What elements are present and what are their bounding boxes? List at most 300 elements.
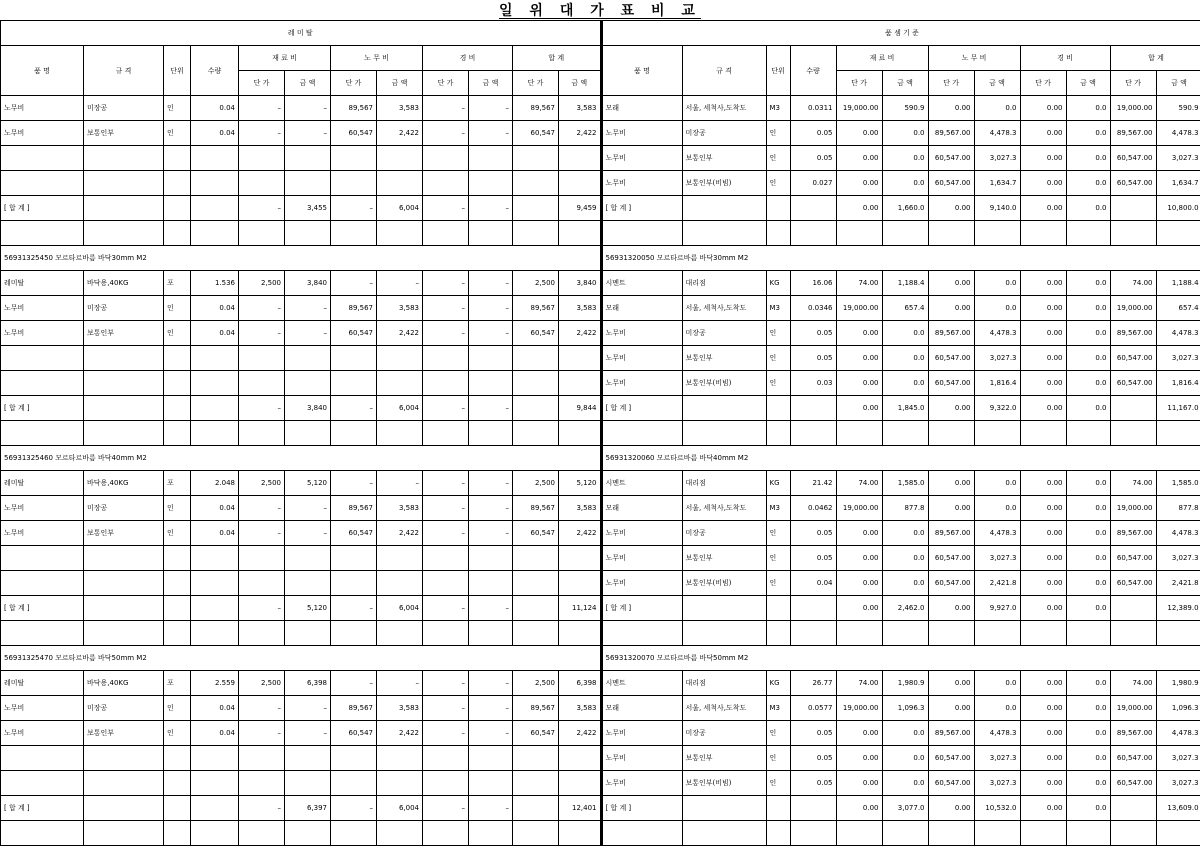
table-cell: 590.9 xyxy=(882,96,928,121)
table-cell: 19,000.00 xyxy=(1110,296,1156,321)
header-unit: 단위 xyxy=(164,46,191,96)
table-cell xyxy=(790,196,836,221)
table-cell xyxy=(928,821,974,846)
header-material: 재 료 비 xyxy=(836,46,928,71)
table-cell xyxy=(285,371,331,396)
table-cell xyxy=(164,796,191,821)
header-amount: 금 액 xyxy=(1066,71,1110,96)
table-cell: 60,547.00 xyxy=(1110,171,1156,196)
table-cell xyxy=(1,346,84,371)
table-cell: 0.0577 xyxy=(790,696,836,721)
table-cell xyxy=(928,421,974,446)
table-cell: 0.00 xyxy=(928,796,974,821)
table-cell xyxy=(790,596,836,621)
table-cell xyxy=(1,621,84,646)
table-cell: 0.00 xyxy=(836,746,882,771)
table-caption-row xyxy=(1,21,601,46)
table-cell xyxy=(513,346,559,371)
table-cell: – xyxy=(469,196,513,221)
table-cell xyxy=(191,746,239,771)
table-cell: 보통인부 xyxy=(682,546,766,571)
table-cell: – xyxy=(239,296,285,321)
table-cell: 미장공 xyxy=(682,121,766,146)
table-cell: 1,585.0 xyxy=(882,471,928,496)
table-cell: – xyxy=(423,296,469,321)
table-cell: 0.0 xyxy=(974,96,1020,121)
table-cell: 0.0 xyxy=(1066,96,1110,121)
table-cell: 5,120 xyxy=(285,471,331,496)
table-cell xyxy=(377,146,423,171)
table-cell: 26.77 xyxy=(790,671,836,696)
table-cell: 0.00 xyxy=(1020,396,1066,421)
table-row xyxy=(602,471,1200,496)
table-cell: 노무비 xyxy=(602,121,682,146)
table-cell: 89,567 xyxy=(513,496,559,521)
table-cell: 1,188.4 xyxy=(1156,271,1200,296)
table-row xyxy=(602,571,1200,596)
table-cell: – xyxy=(423,96,469,121)
table-cell: 0.0 xyxy=(1066,596,1110,621)
header-material: 재 료 비 xyxy=(239,46,331,71)
table-cell: 0.05 xyxy=(790,746,836,771)
table-cell: 0.00 xyxy=(836,521,882,546)
table-cell: 0.00 xyxy=(1020,321,1066,346)
table-cell xyxy=(84,171,164,196)
table-cell: – xyxy=(331,196,377,221)
table-cell xyxy=(559,571,601,596)
table-cell: 서울, 세척사,도착도 xyxy=(682,96,766,121)
header-amount: 금 액 xyxy=(974,71,1020,96)
table-cell xyxy=(285,571,331,596)
table-cell xyxy=(1020,221,1066,246)
table-cell: 4,478.3 xyxy=(974,521,1020,546)
table-cell: – xyxy=(331,396,377,421)
table-cell xyxy=(164,346,191,371)
table-cell: 74.00 xyxy=(1110,471,1156,496)
header-expense: 경 비 xyxy=(423,46,513,71)
table-cell xyxy=(513,596,559,621)
table-cell xyxy=(766,621,790,646)
table-cell: 노무비 xyxy=(602,321,682,346)
table-cell: 4,478.3 xyxy=(974,121,1020,146)
table-cell xyxy=(191,421,239,446)
table-cell xyxy=(164,146,191,171)
header-unit-price: 단 가 xyxy=(1020,71,1066,96)
table-cell: 16.06 xyxy=(790,271,836,296)
header-name: 품 명 xyxy=(602,46,682,96)
table-cell xyxy=(559,621,601,646)
table-row xyxy=(1,546,601,571)
table-cell: 4,478.3 xyxy=(1156,121,1200,146)
table-cell: 60,547 xyxy=(513,121,559,146)
table-cell: – xyxy=(239,596,285,621)
table-cell: 서울, 세척사,도착도 xyxy=(682,496,766,521)
table-row xyxy=(602,821,1200,846)
table-cell xyxy=(1,771,84,796)
table-cell: 60,547.00 xyxy=(1110,346,1156,371)
table-cell: 0.0 xyxy=(1066,471,1110,496)
table-cell xyxy=(682,421,766,446)
table-cell xyxy=(331,346,377,371)
section-title: 56931320060 모르타르바름 바닥40mm M2 xyxy=(602,446,1200,471)
table-cell: 레미탈 xyxy=(1,271,84,296)
table-cell: 0.00 xyxy=(836,346,882,371)
table-cell: 89,567 xyxy=(331,696,377,721)
table-cell: 60,547 xyxy=(331,721,377,746)
table-cell: 0.0 xyxy=(974,296,1020,321)
table-cell xyxy=(513,221,559,246)
table-cell: 0.00 xyxy=(1020,746,1066,771)
table-cell: 2,421.8 xyxy=(1156,571,1200,596)
header-total: 합 계 xyxy=(513,46,601,71)
table-cell: 모래 xyxy=(602,96,682,121)
table-cell: KG xyxy=(766,671,790,696)
table-cell: 노무비 xyxy=(1,296,84,321)
table-cell: 0.00 xyxy=(928,471,974,496)
table-cell: 9,322.0 xyxy=(974,396,1020,421)
table-cell: 인 xyxy=(766,571,790,596)
table-cell: 0.00 xyxy=(836,371,882,396)
table-cell: 0.0 xyxy=(1066,396,1110,421)
table-cell: – xyxy=(423,521,469,546)
table-cell: 3,583 xyxy=(559,296,601,321)
table-cell: 3,583 xyxy=(559,96,601,121)
table-cell: 0.00 xyxy=(836,721,882,746)
table-cell: – xyxy=(239,796,285,821)
table-cell xyxy=(469,621,513,646)
table-cell: 노무비 xyxy=(602,171,682,196)
table-cell: – xyxy=(239,721,285,746)
table-cell: 89,567 xyxy=(513,296,559,321)
table-cell xyxy=(239,621,285,646)
table-cell: – xyxy=(285,521,331,546)
table-cell: 인 xyxy=(766,346,790,371)
table-cell: 60,547.00 xyxy=(1110,571,1156,596)
section-title: 56931325450 모르타르바름 바닥30mm M2 xyxy=(1,246,601,271)
table-cell: 모래 xyxy=(602,496,682,521)
table-cell: 3,583 xyxy=(559,496,601,521)
table-cell xyxy=(974,421,1020,446)
table-cell: – xyxy=(423,696,469,721)
table-cell xyxy=(423,571,469,596)
table-cell: [ 합 계 ] xyxy=(1,596,84,621)
table-cell: – xyxy=(239,521,285,546)
table-row xyxy=(602,796,1200,821)
table-row xyxy=(1,821,601,846)
table-cell xyxy=(469,221,513,246)
table-cell xyxy=(239,746,285,771)
table-cell: 0.00 xyxy=(928,296,974,321)
table-cell: 60,547 xyxy=(331,121,377,146)
table-cell: 3,027.3 xyxy=(1156,546,1200,571)
table-cell: 0.0 xyxy=(1066,696,1110,721)
table-cell xyxy=(191,571,239,596)
table-cell: 2,422 xyxy=(377,721,423,746)
table-cell xyxy=(377,371,423,396)
table-cell: 2,422 xyxy=(559,521,601,546)
table-cell: 보통인부(비빔) xyxy=(682,771,766,796)
table-row xyxy=(1,396,601,421)
title-text: 일 위 대 가 표 비 교 xyxy=(499,3,701,19)
table-cell: 바닥용,40KG xyxy=(84,671,164,696)
table-cell: – xyxy=(469,121,513,146)
table-cell xyxy=(682,596,766,621)
table-cell: 인 xyxy=(766,321,790,346)
table-cell: 인 xyxy=(766,771,790,796)
table-cell: 미장공 xyxy=(682,521,766,546)
table-cell xyxy=(331,221,377,246)
table-cell: 인 xyxy=(766,171,790,196)
header-unit: 단위 xyxy=(766,46,790,96)
table-cell: 13,609.0 xyxy=(1156,796,1200,821)
table-cell xyxy=(377,171,423,196)
table-row xyxy=(602,521,1200,546)
table-cell: 인 xyxy=(164,496,191,521)
table-cell xyxy=(469,546,513,571)
table-cell: 서울, 세척사,도착도 xyxy=(682,696,766,721)
table-cell: 60,547.00 xyxy=(928,546,974,571)
table-cell: – xyxy=(469,496,513,521)
table-cell xyxy=(1066,621,1110,646)
table-cell xyxy=(423,221,469,246)
table-cell: 4,478.3 xyxy=(1156,721,1200,746)
table-cell: 노무비 xyxy=(1,96,84,121)
table-cell xyxy=(682,621,766,646)
table-cell: 11,124 xyxy=(559,596,601,621)
table-cell: 0.0 xyxy=(1066,721,1110,746)
table-cell xyxy=(191,396,239,421)
table-cell xyxy=(331,371,377,396)
table-cell xyxy=(559,221,601,246)
table-cell: 0.00 xyxy=(836,771,882,796)
table-cell: 0.04 xyxy=(790,571,836,596)
table-cell: 19,000.00 xyxy=(1110,96,1156,121)
table-cell xyxy=(285,421,331,446)
table-row xyxy=(1,571,601,596)
table-cell: 0.0311 xyxy=(790,96,836,121)
table-cell xyxy=(164,621,191,646)
table-cell: 모래 xyxy=(602,696,682,721)
section-row xyxy=(1,646,601,671)
table-cell: 2,422 xyxy=(559,121,601,146)
table-cell: 3,027.3 xyxy=(1156,746,1200,771)
table-cell: 10,800.0 xyxy=(1156,196,1200,221)
table-cell: 노무비 xyxy=(1,121,84,146)
table-cell xyxy=(1110,221,1156,246)
table-cell xyxy=(239,171,285,196)
table-cell xyxy=(423,546,469,571)
table-cell xyxy=(513,171,559,196)
table-row xyxy=(1,671,601,696)
table-row xyxy=(602,146,1200,171)
table-cell xyxy=(191,371,239,396)
table-cell: 0.00 xyxy=(836,146,882,171)
table-cell: 1,634.7 xyxy=(1156,171,1200,196)
table-cell: 2,500 xyxy=(513,271,559,296)
table-cell xyxy=(285,546,331,571)
table-cell xyxy=(164,196,191,221)
table-cell: 89,567 xyxy=(513,96,559,121)
table-cell: 인 xyxy=(164,696,191,721)
table-cell: 4,478.3 xyxy=(974,321,1020,346)
table-cell: 590.9 xyxy=(1156,96,1200,121)
section-row xyxy=(602,246,1200,271)
table-cell: 0.04 xyxy=(191,696,239,721)
table-cell xyxy=(974,621,1020,646)
table-cell xyxy=(559,821,601,846)
table-cell xyxy=(84,221,164,246)
table-cell: – xyxy=(469,396,513,421)
table-cell: 0.0 xyxy=(974,696,1020,721)
table-cell: 0.05 xyxy=(790,346,836,371)
table-cell xyxy=(836,221,882,246)
table-row xyxy=(1,696,601,721)
table-cell xyxy=(1,171,84,196)
table-cell xyxy=(559,421,601,446)
table-cell: 노무비 xyxy=(602,346,682,371)
table-cell: 0.0 xyxy=(882,121,928,146)
table-cell xyxy=(513,771,559,796)
table-cell: 1,845.0 xyxy=(882,396,928,421)
table-cell: 19,000.00 xyxy=(836,696,882,721)
table-cell: M3 xyxy=(766,696,790,721)
table-cell: 시멘트 xyxy=(602,471,682,496)
table-cell: 1,188.4 xyxy=(882,271,928,296)
table-cell: 3,583 xyxy=(377,296,423,321)
table-cell: – xyxy=(469,596,513,621)
table-cell: 노무비 xyxy=(1,496,84,521)
table-cell: 0.0346 xyxy=(790,296,836,321)
table-cell: 레미탈 xyxy=(1,671,84,696)
table-cell: 2,500 xyxy=(239,471,285,496)
table-cell xyxy=(1110,396,1156,421)
table-cell: 9,459 xyxy=(559,196,601,221)
table-cell xyxy=(469,146,513,171)
table-cell: – xyxy=(423,121,469,146)
table-cell: 0.0 xyxy=(1066,796,1110,821)
table-cell xyxy=(1110,796,1156,821)
table-cell: 0.00 xyxy=(1020,671,1066,696)
table-cell xyxy=(164,596,191,621)
table-cell xyxy=(1,221,84,246)
table-row xyxy=(1,521,601,546)
table-cell: 5,120 xyxy=(559,471,601,496)
table-cell xyxy=(164,771,191,796)
table-cell: 0.00 xyxy=(1020,471,1066,496)
table-cell: 0.00 xyxy=(928,496,974,521)
table-cell: 2,500 xyxy=(513,671,559,696)
table-cell: 보통인부 xyxy=(84,121,164,146)
table-cell: 3,027.3 xyxy=(974,546,1020,571)
table-row xyxy=(602,496,1200,521)
section-row xyxy=(602,646,1200,671)
table-cell: 657.4 xyxy=(882,296,928,321)
table-cell xyxy=(377,221,423,246)
table-row xyxy=(602,621,1200,646)
table-cell: 노무비 xyxy=(602,771,682,796)
table-cell xyxy=(423,621,469,646)
table-cell: 19,000.00 xyxy=(1110,496,1156,521)
table-cell: 89,567.00 xyxy=(928,121,974,146)
table-cell: 0.0 xyxy=(974,471,1020,496)
table-cell: 인 xyxy=(766,121,790,146)
header-amount: 금 액 xyxy=(559,71,601,96)
section-title: 56931320050 모르타르바름 바닥30mm M2 xyxy=(602,246,1200,271)
table-cell: 0.00 xyxy=(1020,771,1066,796)
table-cell xyxy=(285,621,331,646)
table-cell: 노무비 xyxy=(1,696,84,721)
header-unit-price: 단 가 xyxy=(836,71,882,96)
table-cell: – xyxy=(423,321,469,346)
table-cell xyxy=(84,746,164,771)
table-cell: 74.00 xyxy=(836,671,882,696)
table-cell: 0.00 xyxy=(1020,146,1066,171)
table-cell: – xyxy=(423,671,469,696)
table-cell: 0.00 xyxy=(836,596,882,621)
table-cell: 60,547 xyxy=(331,321,377,346)
header-spec: 규 격 xyxy=(84,46,164,96)
table-row xyxy=(602,96,1200,121)
table-cell xyxy=(285,771,331,796)
table-cell: 인 xyxy=(766,371,790,396)
table-cell xyxy=(84,596,164,621)
table-row xyxy=(1,146,601,171)
table-cell: 0.00 xyxy=(1020,496,1066,521)
table-cell xyxy=(377,546,423,571)
table-cell xyxy=(164,746,191,771)
table-cell: 노무비 xyxy=(602,371,682,396)
table-cell: 0.00 xyxy=(1020,171,1066,196)
table-cell: 보통인부(비빔) xyxy=(682,371,766,396)
table-row xyxy=(602,196,1200,221)
table-cell xyxy=(882,421,928,446)
table-cell: 3,027.3 xyxy=(1156,771,1200,796)
table-cell xyxy=(882,621,928,646)
table-cell: 포 xyxy=(164,271,191,296)
table-cell xyxy=(1156,421,1200,446)
table-cell xyxy=(377,746,423,771)
table-row xyxy=(1,296,601,321)
table-cell xyxy=(191,621,239,646)
table-cell: 0.00 xyxy=(1020,96,1066,121)
table-cell xyxy=(285,821,331,846)
header-amount: 금 액 xyxy=(882,71,928,96)
header-expense: 경 비 xyxy=(1020,46,1110,71)
table-cell: 3,027.3 xyxy=(1156,146,1200,171)
table-row xyxy=(602,721,1200,746)
table-cell xyxy=(1156,621,1200,646)
table-cell: – xyxy=(285,496,331,521)
table-cell xyxy=(239,821,285,846)
table-cell: 0.0 xyxy=(882,571,928,596)
table-cell: – xyxy=(331,471,377,496)
table-cell: – xyxy=(423,596,469,621)
table-cell: 0.04 xyxy=(191,521,239,546)
table-row xyxy=(1,271,601,296)
table-cell xyxy=(1066,221,1110,246)
table-cell: 0.00 xyxy=(928,196,974,221)
table-cell: 3,027.3 xyxy=(974,746,1020,771)
table-cell: 노무비 xyxy=(602,546,682,571)
table-cell: – xyxy=(377,471,423,496)
table-cell xyxy=(1110,196,1156,221)
table-cell: 대리점 xyxy=(682,271,766,296)
table-cell: 1.536 xyxy=(191,271,239,296)
table-cell: 60,547.00 xyxy=(928,371,974,396)
table-row xyxy=(1,96,601,121)
table-cell xyxy=(559,746,601,771)
table-cell: M3 xyxy=(766,296,790,321)
